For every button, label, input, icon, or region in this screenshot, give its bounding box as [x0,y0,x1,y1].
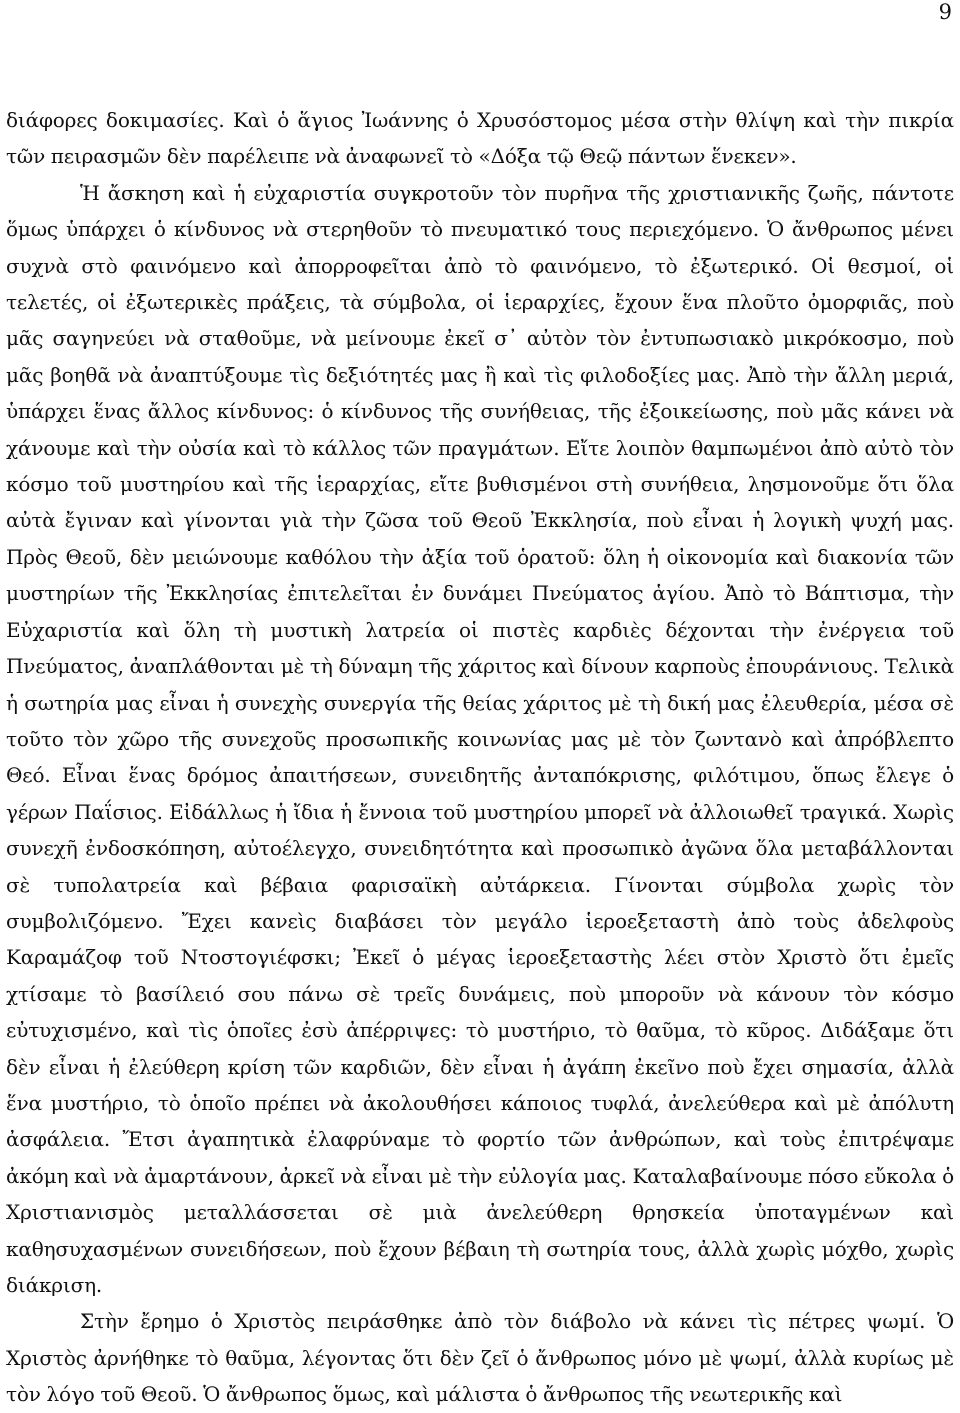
paragraph-continuation: διάφορες δοκιμασίες. Καὶ ὁ ἅγιος Ἰωάννης ὁ Χρυσόστομος μέσα στὴν θλίψη καὶ τὴν πικρία τῶν πειρασμῶν δὲν παρέλειπε νὰ ἀναφωνεῖ τὸ «Δόξα τῷ Θεῷ πάντων ἕνεκεν». [6,108,954,169]
body-text [6,102,954,1413]
paragraph-desert-temptation: Στὴν ἔρημο ὁ Χριστὸς πειράσθηκε ἀπὸ τὸν διάβολο νὰ κάνει τὶς πέτρες ψωμί. Ὁ Χριστὸς ἀρνήθηκε τὸ θαῦμα, λέγοντας ὅτι δὲν ζεῖ ὁ ἄνθρωπος μόνο μὲ ψωμί, ἀλλὰ κυρίως μὲ τὸν λόγο τοῦ Θεοῦ. Ὁ ἄνθρωπος ὅμως, καὶ μάλιστα ὁ ἄνθρωπος τῆς νεωτερικῆς καὶ [6,1309,954,1407]
page-number: 9 [938,0,952,24]
paragraph-ascesis: Ἡ ἄσκηση καὶ ἡ εὐχαριστία συγκροτοῦν τὸν πυρῆνα τῆς χριστιανικῆς ζωῆς, πάντοτε ὅμως ὑπάρχει ὁ κίνδυνος νὰ στερηθοῦν τὸ πνευματικό τους περιεχόμενο. Ὁ ἄνθρωπος μένει συχνὰ στὸ φαινόμενο καὶ ἀπορροφεῖται ἀπὸ τὸ φαινόμενο, τὸ ἐξωτερικό. Οἱ θεσμοί, οἱ τελετές, οἱ ἐξωτερικὲς πράξεις, τὰ σύμβολα, οἱ ἱεραρχίες, ἔχουν ἕνα πλοῦτο ὀμορφιᾶς, ποὺ μᾶς σαγηνεύει νὰ σταθοῦμε, νὰ μείνουμε ἐκεῖ σ᾽ αὐτὸν τὸν ἐντυπωσιακὸ μικρόκοσμο, ποὺ μᾶς βοηθᾶ νὰ ἀναπτύξουμε τὶς δεξιότητές μας ἢ καὶ τὶς φιλοδοξίες μας. Ἀπὸ τὴν ἄλλη μεριά, ὑπάρχει ἕνας ἄλλος κίνδυνος: ὁ κίνδυνος τῆς συνήθειας, τῆς ἐξοικείωσης, ποὺ μᾶς κάνει νὰ χάνουμε καὶ τὴν οὐσία καὶ τὸ κάλλος τῶν πραγμάτων. Εἴτε λοιπὸν θαμπωμένοι ἀπὸ αὐτὸ τὸν κόσμο τοῦ μυστηρίου καὶ τῆς ἱεραρχίας, εἴτε βυθισμένοι στὴ συνήθεια, λησμονοῦμε ὅτι ὅλα αὐτὰ ἔγιναν καὶ γίνονται γιὰ τὴν ζῶσα τοῦ Θεοῦ Ἐκκλησία, ποὺ εἶναι ἡ λογικὴ ψυχή μας. Πρὸς Θεοῦ, δὲν μειώνουμε καθόλου τὴν ἀξία τοῦ ὁρατοῦ: ὅλη ἡ οἰκονομία καὶ διακονία τῶν μυστηρίων τῆς Ἐκκλησίας ἐπιτελεῖται ἐν δυνάμει Πνεύματος ἁγίου. Ἀπὸ τὸ Βάπτισμα, τὴν Εὐχαριστία καὶ ὅλη τὴ μυστικὴ λατρεία οἱ πιστὲς καρδιὲς δέχονται τὴν ἐνέργεια τοῦ Πνεύματος, ἀναπλάθονται μὲ τὴ δύναμη τῆς χάριτος καὶ δίνουν καρποὺς ἐπουράνιους. Τελικὰ ἡ σωτηρία μας εἶναι ἡ συνεχὴς συνεργία τῆς θείας χάριτος μὲ τὴ δική μας ἐλευθερία, μέσα σὲ τοῦτο τὸν χῶρο τῆς συνεχοῦς προσωπικῆς κοινωνίας μας μὲ τὸν ζωντανὸ καὶ ἀπρόβλεπτο Θεό. Εἶναι ἕνας δρόμος ἀπαιτήσεων, συνειδητῆς ἀνταπόκρισης, φιλότιμου, ὅπως ἔλεγε ὁ γέρων Παΐσιος. Εἰδάλλως ἡ ἴδια ἡ ἔννοια τοῦ μυστηρίου μπορεῖ νὰ ἀλλοιωθεῖ τραγικά. Χωρὶς συνεχῆ ἐνδοσκόπηση, αὐτοέλεγχο, συνειδητότητα καὶ προσωπικὸ ἀγῶνα ὅλα μεταβάλλονται σὲ τυπολατρεία καὶ βέβαια φαρισαϊκὴ αὐτάρκεια. Γίνονται σύμβολα χωρὶς τὸν συμβολιζόμενο. Ἔχει κανεὶς διαβάσει τὸν μεγάλο ἱεροεξεταστὴ ἀπὸ τοὺς ἀδελφοὺς Καραμάζοφ τοῦ Ντοστογιέφσκι; Ἐκεῖ ὁ μέγας ἱεροεξεταστὴς λέει στὸν Χριστὸ ὅτι ἐμεῖς χτίσαμε τὸ βασίλειό σου πάνω σὲ τρεῖς δυνάμεις, ποὺ μποροῦν νὰ κάνουν τὸν κόσμο εὐτυχισμένο, καὶ τὶς ὁποῖες ἐσὺ ἀπέρριψες: τὸ μυστήριο, τὸ θαῦμα, τὸ κῦρος. Διδάξαμε ὅτι δὲν εἶναι ἡ ἐλεύθερη κρίση τῶν καρδιῶν, δὲν εἶναι ἡ ἀγάπη ἐκεῖνο ποὺ ἔχει σημασία, ἀλλὰ ἕνα μυστήριο, τὸ ὁποῖο πρέπει νὰ ἀκολουθήσει κάποιος τυφλά, ἀνελεύθερα καὶ μὲ ἀπόλυτη ἀσφάλεια. Ἔτσι ἀγαπητικὰ ἐλαφρύναμε τὸ φορτίο τῶν ἀνθρώπων, καὶ τοὺς ἐπιτρέψαμε ἀκόμη καὶ νὰ ἁμαρτάνουν, ἀρκεῖ νὰ εἶναι μὲ τὴν εὐλογία μας. Καταλαβαίνουμε πόσο εὔκολα ὁ Χριστιανισμὸς μεταλλάσσεται σὲ μιὰ ἀνελεύθερη θρησκεία ὑποταγμένων καὶ καθησυχασμένων συνειδήσεων, ποὺ ἔχουν βέβαιη τὴ σωτηρία τους, ἀλλὰ χωρὶς μόχθο, χωρὶς διάκριση. [6,180,954,1297]
